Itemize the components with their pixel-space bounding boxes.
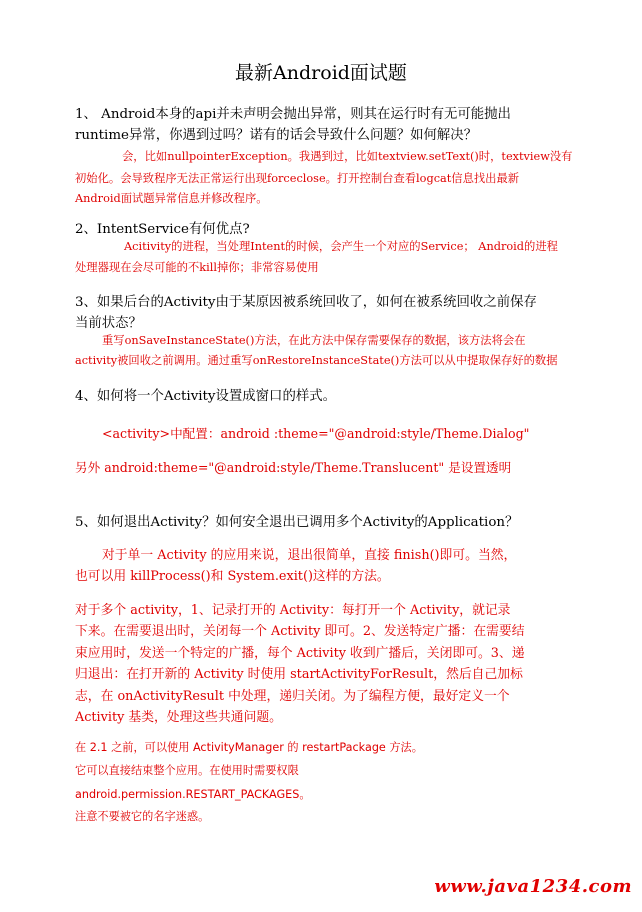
question-2-line-1: 2、IntentService有何优点? bbox=[75, 222, 250, 237]
site-watermark: www.java1234.com bbox=[434, 876, 632, 897]
question-3-line-2: 当前状态？ bbox=[75, 316, 142, 331]
answer-1-line-1: 会，比如nullpointerException。我遇到过，比如textview.setText()时，textview没有 bbox=[122, 150, 573, 163]
page-title: 最新Android面试题 bbox=[235, 62, 407, 84]
answer-2-line-2: 处理器现在会尽可能的不kill掉你；非常容易使用 bbox=[75, 261, 319, 274]
answer-5-para-2-line-1: 对于多个 activity，1、记录打开的 Activity：每打开一个 Activity，就记录 bbox=[75, 603, 511, 618]
question-1-line-2: runtime异常，你遇到过吗？诺有的话会导致什么问题？如何解决？ bbox=[75, 128, 478, 143]
answer-1-line-3: Android面试题异常信息并修改程序。 bbox=[75, 192, 268, 205]
answer-2-line-1: Acitivity的进程，当处理Intent的时候，会产生一个对应的Service； Android的进程 bbox=[124, 240, 558, 253]
question-5-line-1: 5、如何退出Activity？如何安全退出已调用多个Activity的Application？ bbox=[75, 515, 519, 530]
answer-5-para-2-line-5: 志，在 onActivityResult 中处理，递归关闭。为了编程方便，最好定义一个 bbox=[75, 689, 510, 704]
answer-5-para-2-line-6: Activity 基类，处理这些共通问题。 bbox=[75, 710, 282, 725]
answer-4-line-2: 另外 android:theme="@android:style/Theme.Translucent" 是设置透明 bbox=[75, 460, 512, 475]
answer-3-line-1: 重写onSaveInstanceState()方法，在此方法中保存需要保存的数据，该方法将会在 bbox=[102, 334, 526, 347]
answer-5-para-1-line-1: 对于单一 Activity 的应用来说，退出很简单，直接 finish()即可。当然， bbox=[102, 548, 517, 563]
question-1-line-1: 1、 Android本身的api并未声明会抛出异常，则其在运行时有无可能抛出 bbox=[75, 107, 511, 122]
question-3-line-1: 3、如果后台的Activity由于某原因被系统回收了，如何在被系统回收之前保存 bbox=[75, 295, 537, 310]
answer-5-para-3-line-3: android.permission.RESTART_PACKAGES。 bbox=[75, 788, 311, 801]
answer-5-para-2-line-4: 归退出：在打开新的 Activity 时使用 startActivityForResult，然后自己加标 bbox=[75, 667, 523, 682]
question-4-line-1: 4、如何将一个Activity设置成窗口的样式。 bbox=[75, 389, 337, 404]
answer-5-para-2-line-2: 下来。在需要退出时，关闭每一个 Activity 即可。2、发送特定广播：在需要结 bbox=[75, 624, 525, 639]
answer-1-line-2: 初始化。会导致程序无法正常运行出现forceclose。打开控制台查看logcat信息找出最新 bbox=[75, 172, 520, 185]
answer-5-para-1-line-2: 也可以用 killProcess()和 System.exit()这样的方法。 bbox=[75, 569, 390, 584]
answer-5-para-2-line-3: 束应用时，发送一个特定的广播，每个 Activity 收到广播后，关闭即可。3、递 bbox=[75, 646, 525, 661]
answer-5-para-3-line-2: 它可以直接结束整个应用。在使用时需要权限 bbox=[75, 764, 299, 777]
answer-3-line-2: activity被回收之前调用。通过重写onRestoreInstanceState()方法可以从中提取保存好的数据 bbox=[75, 354, 558, 367]
answer-4-line-1: <activity>中配置：android :theme="@android:style/Theme.Dialog" bbox=[102, 426, 530, 441]
answer-5-para-3-line-4: 注意不要被它的名字迷惑。 bbox=[75, 810, 210, 823]
answer-5-para-3-line-1: 在 2.1 之前，可以使用 ActivityManager 的 restartPackage 方法。 bbox=[75, 741, 423, 754]
